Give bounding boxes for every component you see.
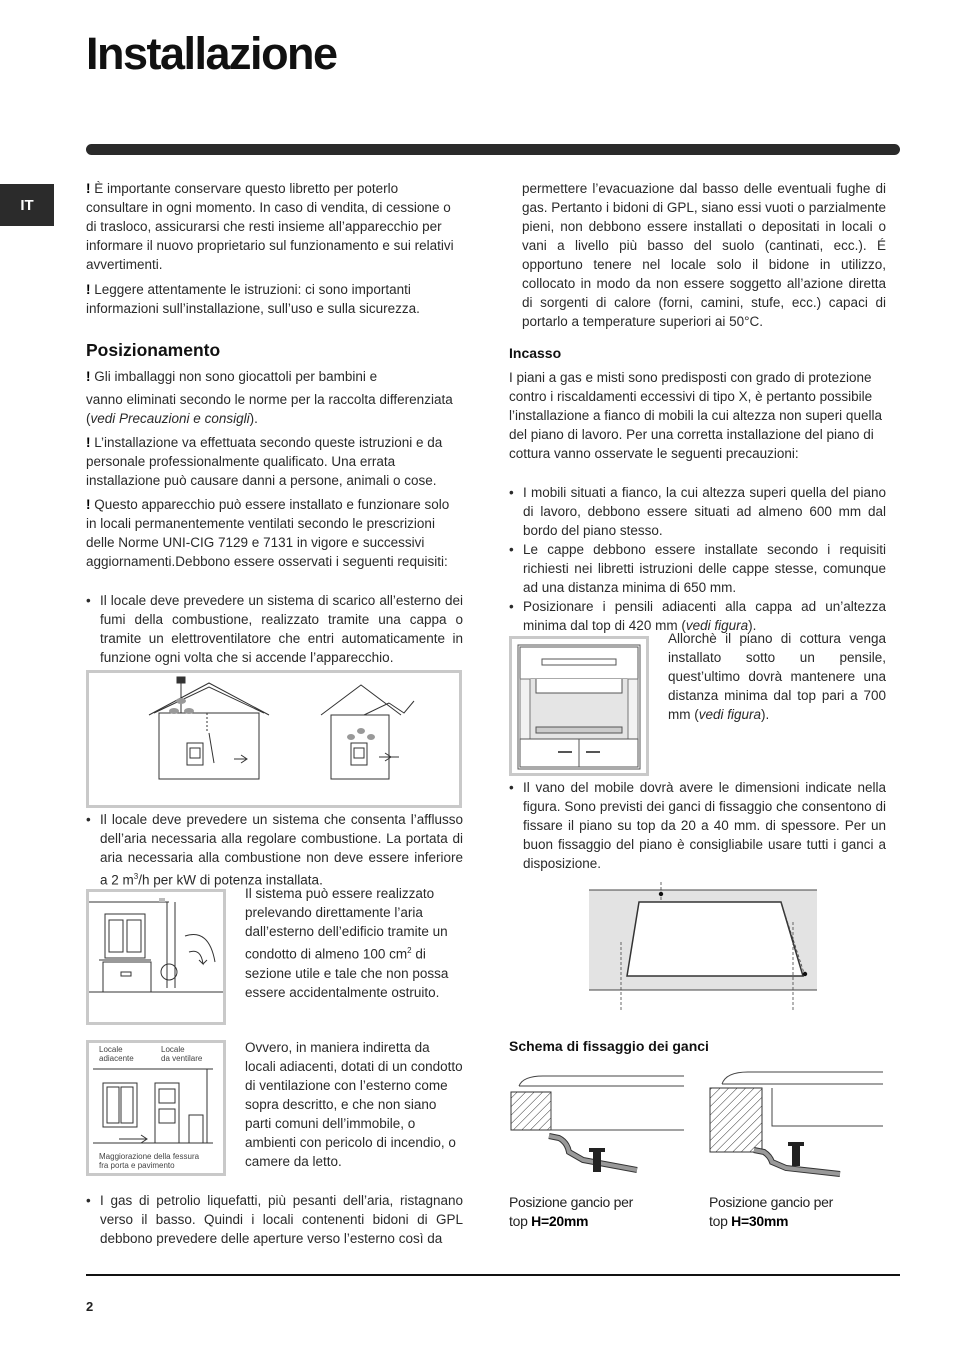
incasso-heading: Incasso <box>509 345 562 361</box>
hooks-schema-heading: Schema di fissaggio dei ganci <box>509 1038 709 1054</box>
ventilation-diagram <box>89 892 223 1022</box>
indirect-ventilation-diagram <box>89 1043 223 1173</box>
exhaust-diagram <box>89 673 459 805</box>
positioning-p2: ! L’installazione va effettuata secondo queste istruzioni e da personale professionalmente qualificato. Una errata installazione può causare danni a persone, animali o cose. <box>86 435 443 488</box>
figure-hood-cabinets <box>509 636 649 776</box>
warning-mark: ! <box>86 282 91 297</box>
list-item: • Il vano del mobile dovrà avere le dimensioni indicate nella figura. Sono previsti dei ganci di fissaggio che consentono di fissare il piano su top da 20 a 40 mm. di spessore. Per un buon fissaggio del piano è consigliabile usare tutti i ganci a disposizione. <box>509 778 886 873</box>
incasso-paragraph: I piani a gas e misti sono predisposti con grado di protezione contro i riscaldamenti eccessivi di tipo X, è pertanto possibile l’installazione a fianco di mobili la cui altezza non superi quella del piano di lavoro. Per una corretta installazione del piano di cottura vanno osservate le seguenti precauzioni: <box>509 370 882 461</box>
label-room-to-ventilate-b: da ventilare <box>161 1054 203 1063</box>
footer-divider <box>86 1274 900 1276</box>
positioning-p1-line: ! Gli imballaggi non sono giocattoli per bambini e <box>86 369 378 384</box>
hood-diagram <box>512 639 646 773</box>
gpl-continuation: permettere l’evacuazione dal basso delle eventuali fughe di gas. Pertanto i bidoni di GPL, siano essi vuoti o parzialmente pieni, non debbono essere installati o depositati in locali o vani a livello più basso del suolo (cantinati, ecc.). É opportuno tenere nel locale solo il bidone in utilizzo, collocato in modo da non essere soggetto all’azione diretta di sorgenti di calore (forni, camini, stufe, ecc.) capaci di portarlo a temperature superiori ai 50°C. <box>522 181 886 329</box>
figure-indirect-ventilation <box>86 1040 226 1176</box>
positioning-p3: ! Questo apparecchio può essere installato e funzionare solo in locali permanentemente ventilati secondo le prescrizioni delle Norme UNI-CIG 7129 e 7131 in vigore e successivi aggiornamenti.Debbono essere osservati i seguenti requisiti: <box>86 497 450 569</box>
warning-mark: ! <box>86 181 91 196</box>
positioning-heading: Posizionamento <box>86 340 221 360</box>
label-adjacent-room-a: Locale <box>99 1045 123 1054</box>
label-room-to-ventilate-a: Locale <box>161 1045 185 1054</box>
reference-link: vedi Precauzioni e consigli <box>90 411 250 426</box>
hook-diagram-h20 <box>509 1066 684 1188</box>
figure-direct-ventilation <box>86 889 226 1025</box>
title-divider <box>86 144 900 155</box>
cabinet-bullets <box>509 778 886 873</box>
positioning-bullets-1 <box>86 591 463 667</box>
label-gap-b: fra porta e pavimento <box>99 1161 175 1170</box>
list-item: • I gas di petrolio liquefatti, più pesanti dell’aria, ristagnano verso il basso. Quindi i locali contenenti bidoni di GPL debbono prevedere delle aperture verso l’esterno così da <box>86 1191 463 1248</box>
label-adjacent-room-b: adiacente <box>99 1054 134 1063</box>
figure-exhaust-systems <box>86 670 462 808</box>
list-item: • Posizionare i pensili adiacenti alla cappa ad un’altezza minima dal top di 420 mm (vedi figura). <box>509 597 886 635</box>
label-gap-a: Maggiorazione della fessura <box>99 1152 200 1161</box>
hook-caption-h20: Posizione gancio per top H=20mm <box>509 1194 633 1229</box>
incasso-bullets <box>509 483 886 635</box>
list-item: • Le cappe debbono essere installate secondo i requisiti richiesti nei libretti istruzioni delle cappe stesse, comunque ad una distanza minima di 650 mm. <box>509 540 886 597</box>
list-item: • Il locale deve prevedere un sistema di scarico all’esterno dei fumi della combustione, realizzato tramite una cappa o tramite un elettroventilatore che entri automaticamente in funzione ogni volta che si accende l’apparecchio. <box>86 591 463 667</box>
direct-ventilation-text: Il sistema può essere realizzato prelevando direttamente l’aria dall’esterno dell’edificio tramite un condotto di almeno 100 $cm^2$ di sezione utile e tale che non possa essere accidentalmente ostruito. <box>245 886 449 1000</box>
positioning-bullets-2 <box>86 810 463 890</box>
page-title: Installazione <box>86 28 337 79</box>
indirect-ventilation-text: Ovvero, in maniera indiretta da locali adiacenti, dotati di un condotto di ventilazione con l’esterno come sopra descritto, e che non siano parti comuni dell’immobile, o ambienti con pericolo di incendio, o camere da letto. <box>245 1040 463 1169</box>
language-tab[interactable]: IT <box>0 184 54 226</box>
positioning-bullets-3 <box>86 1191 463 1248</box>
intro-paragraph-2: ! Leggere attentamente le istruzioni: ci sono importanti informazioni sull’installazione, sull’uso e sulla sicurezza. <box>86 282 420 316</box>
figure-cutout-dimensions <box>585 882 825 1022</box>
list-item: • Il locale deve prevedere un sistema che consenta l’afflusso dell’aria necessaria alla regolare combustione. La portata di aria necessaria alla combustione non deve essere inferiore a 2 $m^3/h$ per kW di potenza installata. <box>86 810 463 890</box>
hook-diagram-h30 <box>708 1066 883 1188</box>
page-number: 2 <box>86 1299 94 1314</box>
wall-cabinet-text: Allorchè il piano di cottura venga installato sotto un pensile, quest’ultimo dovrà mantenere una distanza minima dal top pari a 700 mm (vedi figura). <box>668 631 886 722</box>
positioning-p1-rest: vanno eliminati secondo le norme per la raccolta differenziata (vedi Precauzioni e consigli). <box>86 392 453 426</box>
intro-paragraph-1: ! È importante conservare questo libretto per poterlo consultare in ogni momento. In caso di vendita, di cessione o di trasloco, assicurarsi che resti insieme all’apparecchio per informare il nuovo proprietario sul funzionamento e sui relativi avvertimenti. <box>86 181 454 272</box>
list-item: • I mobili situati a fianco, la cui altezza superi quella del piano di lavoro, debbono essere situati ad almeno 600 mm dal bordo del piano stesso. <box>509 483 886 540</box>
hook-caption-h30: Posizione gancio per top H=30mm <box>709 1194 833 1229</box>
